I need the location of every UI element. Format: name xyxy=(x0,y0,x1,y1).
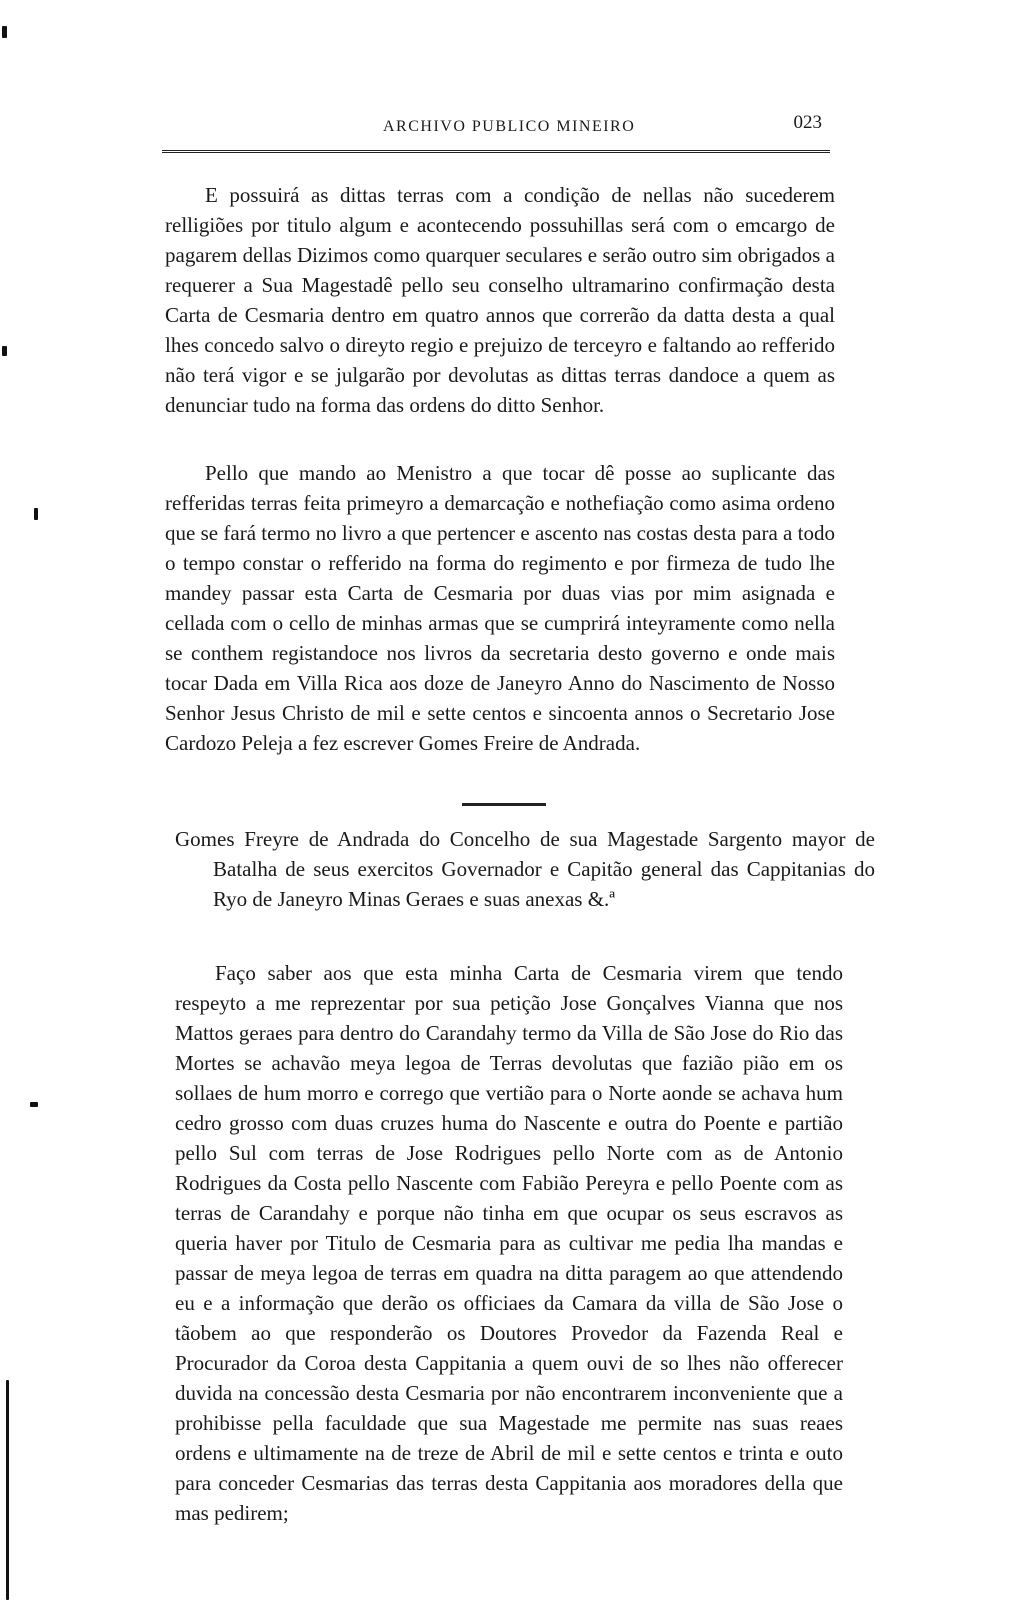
paragraph-2: Pello que mando ao Menistro a que tocar dê posse ao suplicante das refferidas terras feita primeyro a demarcação e nothefiação como asima ordeno que se fará termo no livro a que pertencer e ascento nas costas desta para a todo o tempo constar o refferido na forma do regimento e por firmeza de tudo lhe mandey passar esta Carta de Cesmaria por duas vias por mim asignada e cellada com o cello de minhas armas que se cumprirá inteyramente como nella se conthem registandoce nos livros da secretaria desto governo e onde mais tocar Dada em Villa Rica aos doze de Janeyro Anno do Nascimento de Nosso Senhor Jesus Christo de mil e sette centos e sincoenta annos o Secretario Jose Cardozo Peleja a fez escrever Gomes Freire de Andrada. xyxy=(165,461,835,755)
paragraph-3-heading: Gomes Freyre de Andrada do Concelho de sua Magestade Sargento mayor de Batalha de seus exercitos Governador e Capitão general das Cappitanias do Ryo de Janeyro Minas Geraes e suas anexas &.ª xyxy=(175,827,875,911)
page-header xyxy=(165,108,830,144)
running-head: ARCHIVO PUBLICO MINEIRO xyxy=(383,118,636,135)
page-number: 023 xyxy=(793,112,822,133)
scan-edge-mark xyxy=(6,1380,9,1600)
header-rule xyxy=(162,150,830,158)
paragraph-4: Faço saber aos que esta minha Carta de Cesmaria virem que tendo respeyto a me reprezentar por sua petição Jose Gonçalves Vianna que nos Mattos geraes para dentro do Carandahy termo da Villa de São Jose do Rio das Mortes se achavão meya legoa de Terras devolutas que fazião pião em os sollaes de hum morro e corrego que vertião para o Norte aonde se achava hum cedro grosso com duas cruzes huma do Nascente e outra do Poente e partião pello Sul com terras de Jose Rodrigues pello Norte com as de Antonio Rodrigues da Costa pello Nascente com Fabião Pereyra e pello Poente com as terras de Carandahy e porque não tinha em que ocupar os seus escravos as queria haver por Titulo de Cesmaria para as cultivar me pedia lha mandas e passar de meya legoa de terras em quadra na ditta paragem ao que attendendo eu e a informação que derão os officiaes da Camara da villa de São Jose o tãobem ao que responderão os Doutores Provedor da Fazenda Real e Procurador da Coroa desta Cappitania a quem ouvi de so lhes não offerecer duvida na concessão desta Cesmaria por não encontrarem inconveniente que a prohibisse pella faculdade que sua Magestade me permite nas suas reaes ordens e ultimamente na de treze de Abril de mil e sette centos e trinta e outo para conceder Cesmarias das terras desta Cappitania aos moradores della que mas pedirem; xyxy=(175,961,843,1525)
scan-edge-mark xyxy=(2,346,7,356)
scan-edge-mark xyxy=(30,1102,38,1107)
scan-edge-mark xyxy=(2,26,7,38)
section-separator xyxy=(462,803,546,806)
paragraph-1: E possuirá as dittas terras com a condição de nellas não sucederem relligiões por titulo algum e acontecendo possuhillas será com o emcargo de pagarem dellas Dizimos como quarquer seculares e serão outro sim obrigados a requerer a Sua Magestadê pello seu conselho ultramarino confirmação desta Carta de Cesmaria dentro em quatro annos que correrão da datta desta a qual lhes concedo salvo o direyto regio e prejuizo de terceyro e faltando ao refferido não terá vigor e se julgarão por devolutas as dittas terras dandoce a quem as denunciar tudo na forma das ordens do ditto Senhor. xyxy=(165,183,835,417)
scan-edge-mark xyxy=(34,508,38,520)
